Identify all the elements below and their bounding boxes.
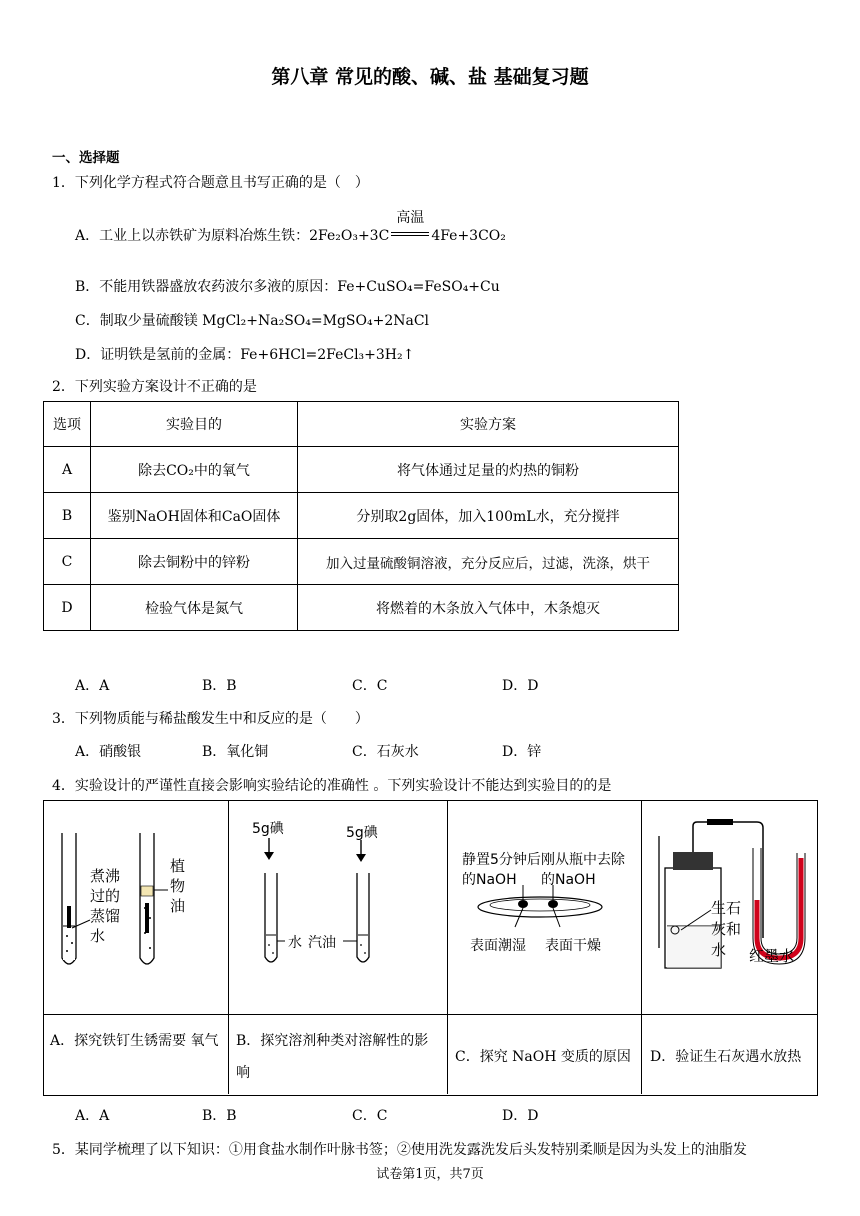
table-cell: 鉴别NaOH固体和CaO固体 [91, 493, 298, 539]
q1-a-condition: 高温 [396, 210, 425, 226]
q4-option-d: D．D [502, 1108, 539, 1124]
table-cell: C [44, 539, 91, 585]
table-cell: 除去铜粉中的锌粉 [91, 539, 298, 585]
q1-option-a [75, 210, 506, 245]
table-cell: 将气体通过足量的灼热的铜粉 [298, 447, 679, 493]
table-cell: 加入过量硫酸铜溶液，充分反应后，过滤，洗涤，烘干 [298, 539, 679, 585]
divider [228, 800, 229, 1094]
table-header-cell: 实验方案 [298, 402, 679, 447]
table-row [44, 493, 679, 539]
fig1-label-oil: 植物油 [170, 857, 186, 915]
fig2-label-iodine-2: 5g碘 [346, 825, 378, 841]
table-header-row [44, 402, 679, 447]
q4-option-b: B．B [202, 1108, 237, 1124]
q4-caption-c: C．探究 NaOH 变质的原因 [455, 1049, 631, 1065]
fig1-test-tubes [50, 808, 220, 1008]
divider [641, 800, 642, 1094]
q4-caption-a: A．探究铁钉生锈需要 氧气 [50, 1033, 219, 1049]
q2-stem: 2．下列实验方案设计不正确的是 [52, 379, 257, 395]
page-title: 第八章 常见的酸、碱、盐 基础复习题 [271, 66, 589, 88]
divider [447, 800, 448, 1094]
section-heading: 一、选择题 [52, 150, 120, 166]
table-row [44, 539, 679, 585]
table-cell: D [44, 585, 91, 631]
q5-stem: 5．某同学梳理了以下知识：①用食盐水制作叶脉书签；②使用洗发露洗发后头发特别柔顺是因为头发上的油脂发 [52, 1142, 747, 1158]
table-cell: A [44, 447, 91, 493]
fig2-label-gasoline: 汽油 [308, 935, 336, 951]
q2-option-a: A．A [75, 678, 110, 694]
q2-option-d: D．D [502, 678, 539, 694]
q4-caption-d: D．验证生石灰遇水放热 [650, 1049, 802, 1065]
fig1-label-water: 煮沸过的蒸馏水 [90, 867, 121, 945]
fig3-dish [460, 885, 640, 935]
table-cell: 检验气体是氮气 [91, 585, 298, 631]
fig3-label-left: 静置5分钟后的NaOH [462, 852, 541, 888]
q3-option-b: B．氧化铜 [202, 744, 269, 760]
q1-a-eq-right: 4Fe+3CO₂ [431, 228, 506, 244]
q2-option-c: C．C [352, 678, 388, 694]
q4-stem: 4．实验设计的严谨性直接会影响实验结论的准确性 。下列实验设计不能达到实验目的的是 [52, 778, 612, 794]
q4-option-c: C．C [352, 1108, 388, 1124]
table-cell: 除去CO₂中的氧气 [91, 447, 298, 493]
q1-a-text: A．工业上以赤铁矿为原料冶炼生铁： [75, 228, 310, 244]
q3-option-a: A．硝酸银 [75, 744, 142, 760]
table-header-cell: 选项 [44, 402, 91, 447]
fig3-label-wet: 表面潮湿 [470, 938, 526, 954]
table-row [44, 585, 679, 631]
q4-caption-b: B．探究溶剂种类对溶解性的影响 [236, 1033, 429, 1081]
q1-a-eq-left: 2Fe₂O₃+3C [309, 228, 390, 244]
q1-option-c: C．制取少量硫酸镁 MgCl₂+Na₂SO₄=MgSO₄+2NaCl [75, 313, 430, 329]
table-cell: B [44, 493, 91, 539]
q3-option-d: D．锌 [502, 744, 542, 760]
q3-option-c: C．石灰水 [352, 744, 419, 760]
table-header-cell: 实验目的 [91, 402, 298, 447]
q1-stem: 1．下列化学方程式符合题意且书写正确的是（ ） [52, 175, 369, 191]
fig3-label-right: 刚从瓶中去除的NaOH [541, 852, 625, 888]
page-footer: 试卷第1页，共7页 [376, 1167, 484, 1182]
fig3-label-dry: 表面干燥 [545, 938, 601, 954]
table-cell: 将燃着的木条放入气体中，木条熄灭 [298, 585, 679, 631]
q1-option-b: B．不能用铁器盛放农药波尔多液的原因：Fe+CuSO₄=FeSO₄+Cu [75, 279, 500, 295]
q4-option-a: A．A [75, 1108, 110, 1124]
divider [43, 1014, 817, 1015]
fig2-test-tubes [235, 835, 440, 975]
fig4-label-lime: 生石灰和水 [711, 899, 742, 959]
table-cell: 分别取2g固体，加入100mL水，充分搅拌 [298, 493, 679, 539]
fig2-label-water: 水 [288, 935, 302, 951]
fig2-label-iodine-1: 5g碘 [252, 821, 284, 837]
q3-stem: 3．下列物质能与稀盐酸发生中和反应的是（ ） [52, 711, 369, 727]
fig4-label-ink: 红墨水 [749, 947, 795, 965]
q2-table [43, 401, 679, 631]
q2-option-b: B．B [202, 678, 237, 694]
q1-option-d: D．证明铁是氢前的金属：Fe+6HCl=2FeCl₃+3H₂↑ [75, 347, 415, 363]
table-row [44, 447, 679, 493]
